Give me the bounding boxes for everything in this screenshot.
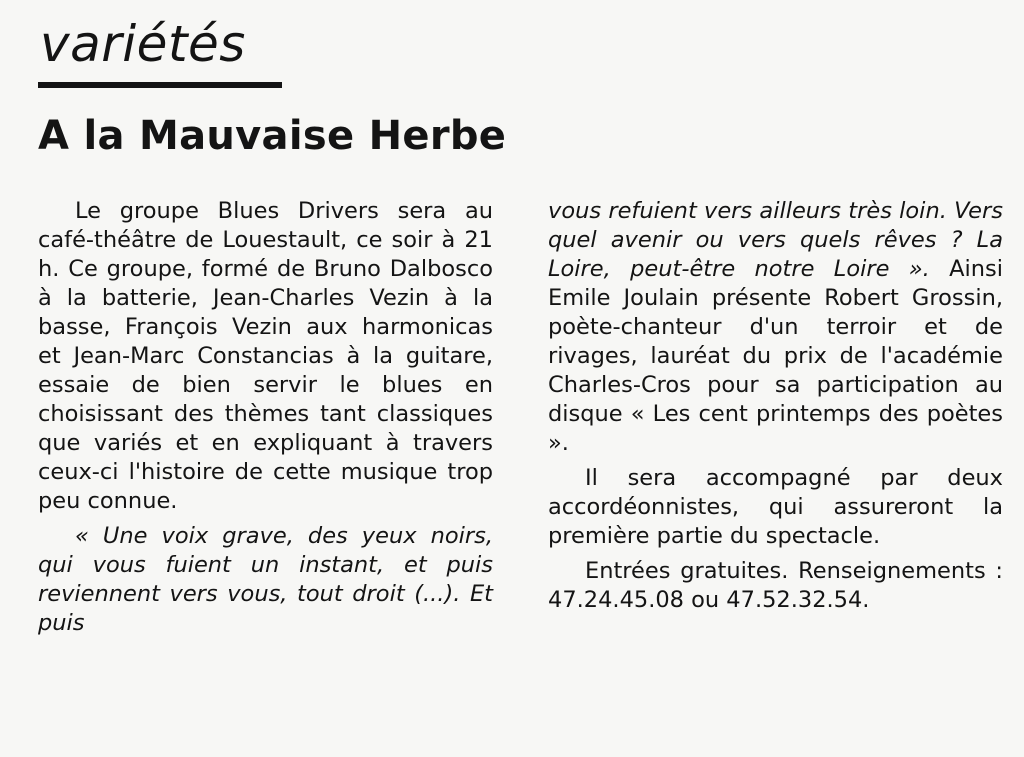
paragraph-text: Ainsi Emile Joulain présente Robert Grossin, poète-chanteur d'un terroir et de rivages, lauréat du prix de l'académie Charles-Cros pour sa participation au disque « Les cent printemps des poètes ». (548, 256, 1003, 456)
rubric-underline (38, 82, 282, 88)
article-headline: A la Mauvaise Herbe (38, 113, 507, 159)
section-rubric: variétés (40, 15, 246, 73)
quote-paragraph: « Une voix grave, des yeux noirs, qui vous fuient un instant, et puis reviennent vers vous, tout droit (...). Et puis (38, 523, 493, 636)
article-column-right (548, 197, 1003, 615)
info-paragraph: Entrées gratuites. Renseignements : 47.24.45.08 ou 47.52.32.54. (548, 558, 1003, 613)
quote-text: vous refuient vers ailleurs très loin. Vers quel avenir ou vers quels rêves ? La Loire, peut-être notre Loire ». (548, 198, 1003, 282)
article-paragraph: Le groupe Blues Drivers sera au café-théâtre de Louestault, ce soir à 21 h. Ce groupe, formé de Bruno Dalbosco à la batterie, Jean-Charles Vezin à la basse, François Vezin aux harmonicas et Jean-Marc Constancias à la guitare, essaie de bien servir le blues en choisissant des thèmes tant classiques que variés et en expliquant à travers ceux-ci l'histoire de cette musique trop peu connue. (38, 198, 493, 514)
article-paragraph: Il sera accompagné par deux accordéonnistes, qui assureront la première partie du spectacle. (548, 465, 1003, 549)
quote-paragraph-continued (548, 197, 1003, 458)
article-column-left (38, 197, 493, 638)
